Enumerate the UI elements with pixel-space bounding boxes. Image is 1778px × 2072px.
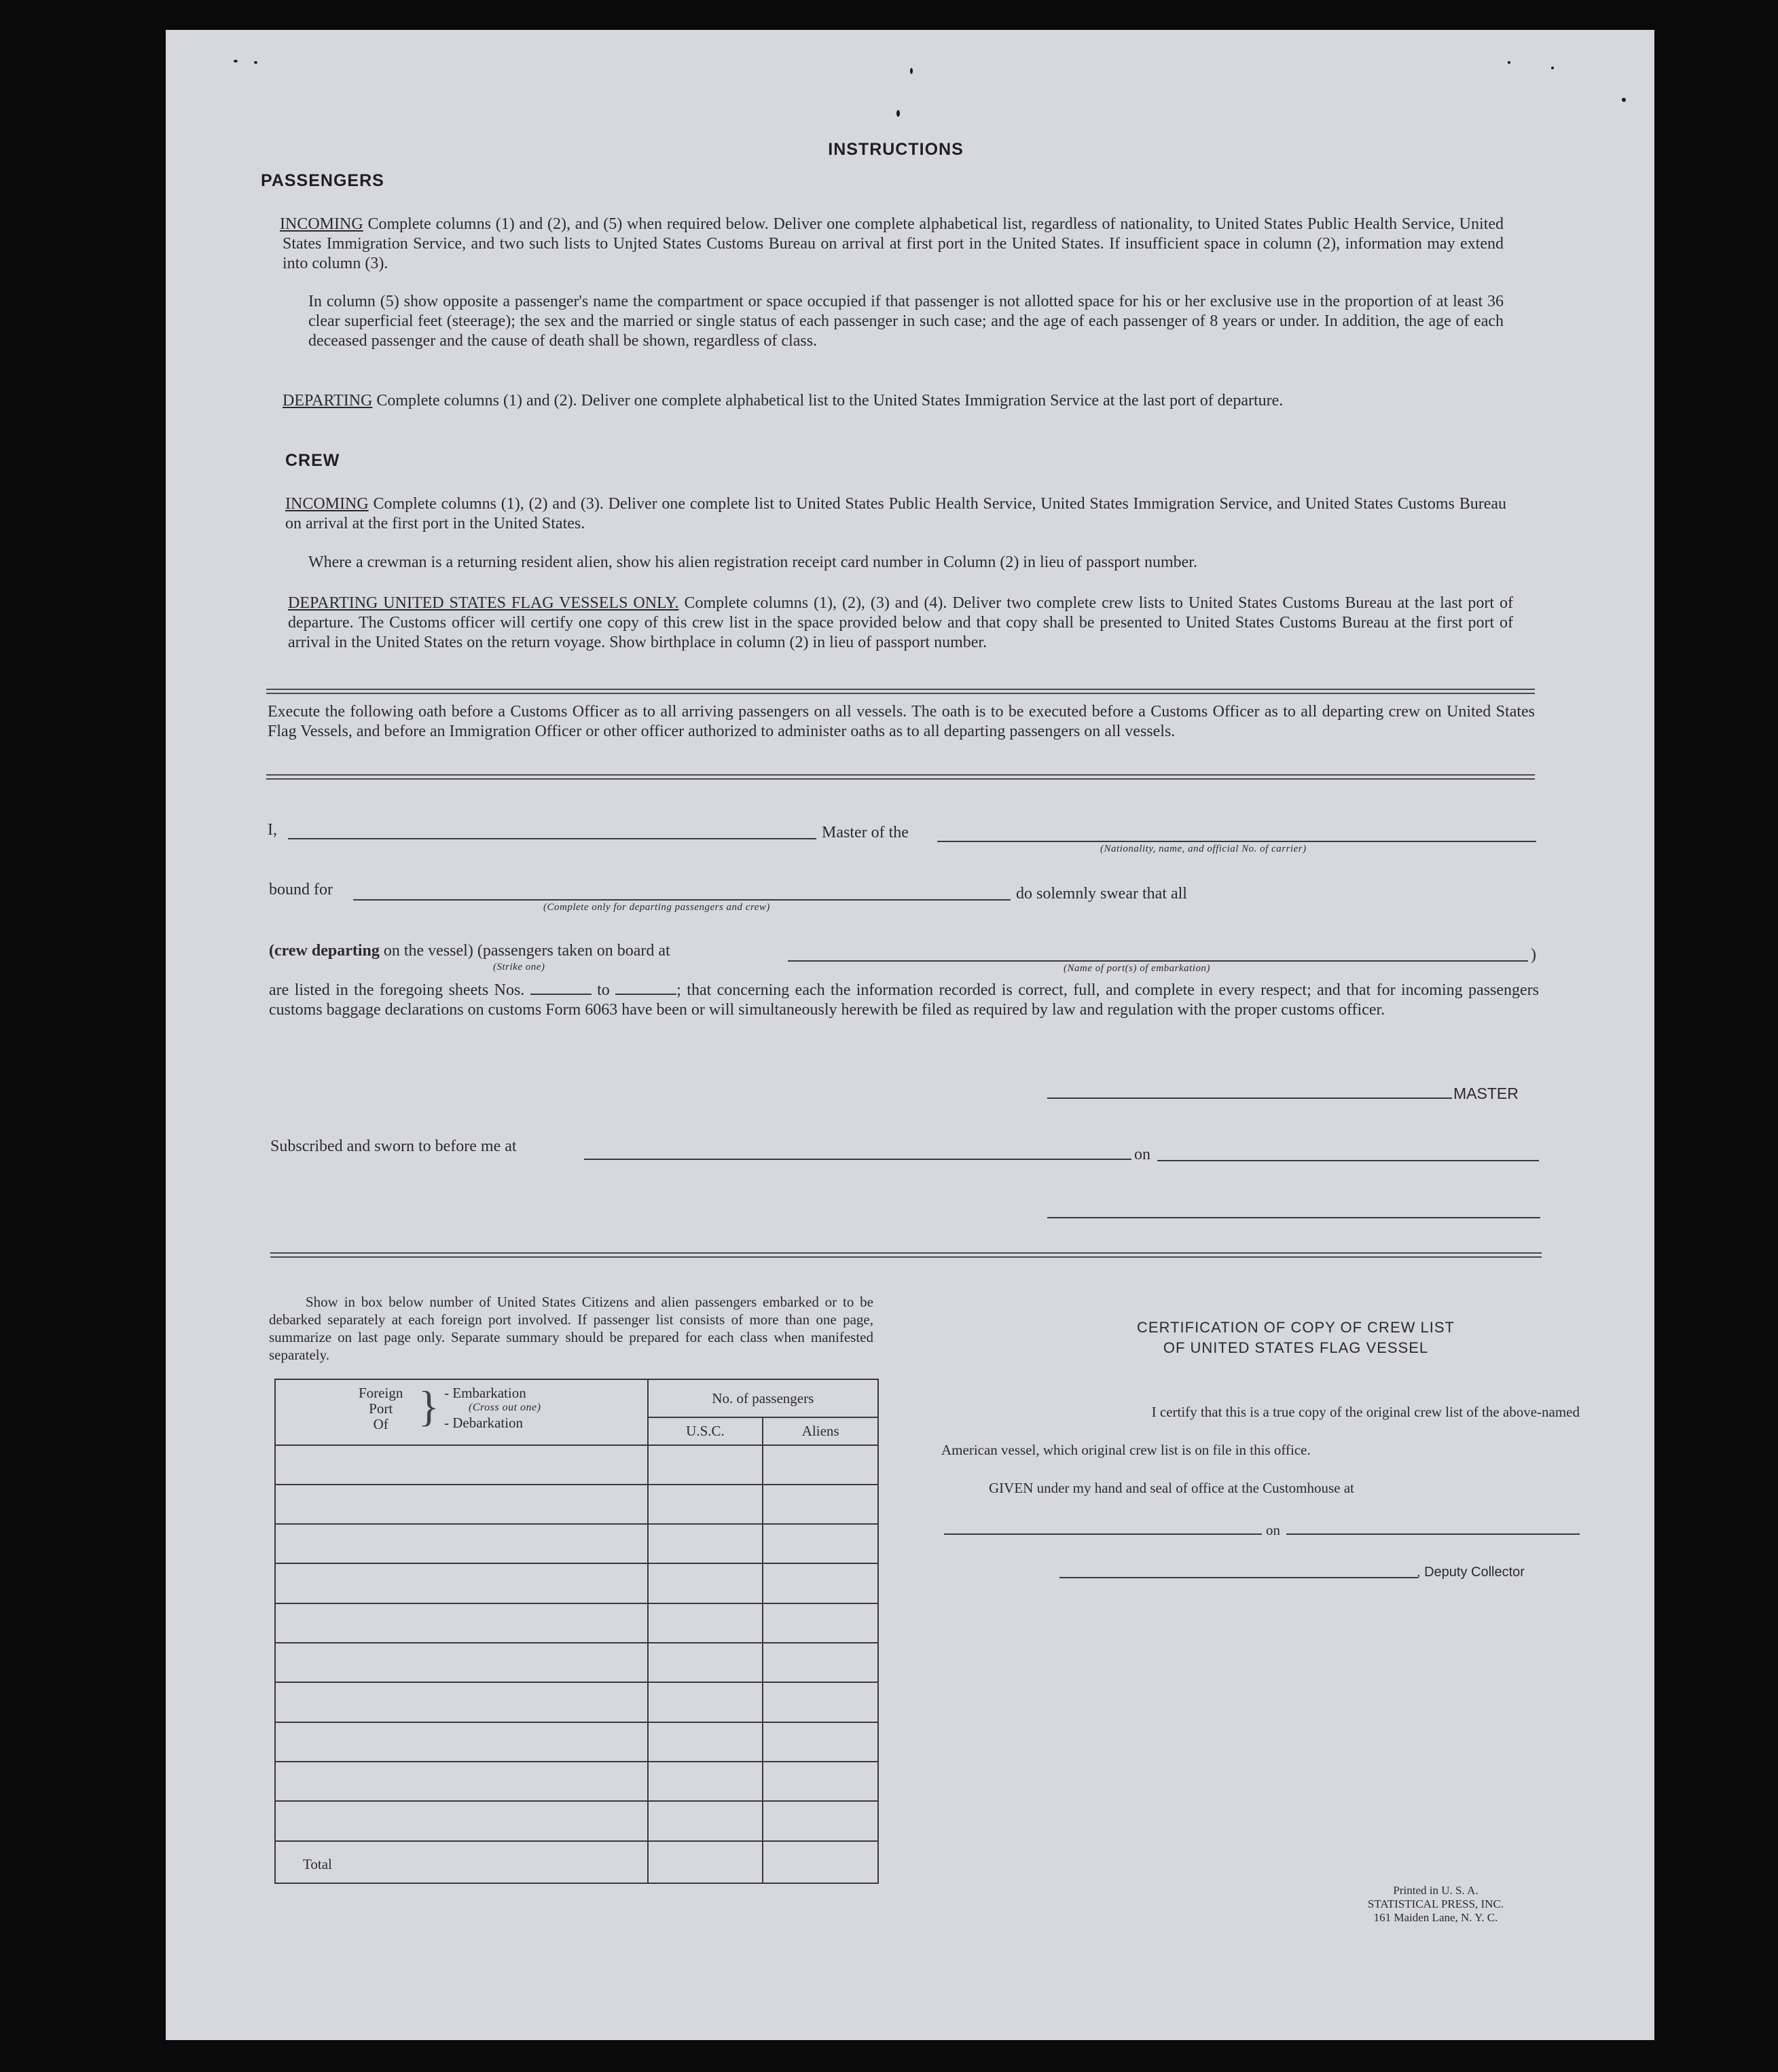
aliens-cell[interactable] — [763, 1524, 878, 1563]
aliens-cell[interactable] — [763, 1722, 878, 1762]
deputy-collector-label: , Deputy Collector — [1417, 1565, 1525, 1580]
certification-heading-line: CERTIFICATION OF COPY OF CREW LIST — [1137, 1319, 1455, 1336]
summary-instruction: Show in box below number of United States Citizens and alien passengers embarked or to be debarked separately at each foreign port involved. If passenger list consists of more than one page, summarize on last page only. Separate summary should be prepared for each class when manifested separately. — [269, 1294, 873, 1363]
passengers-incoming-paragraph — [280, 215, 1504, 274]
oath-i-label: I, — [268, 821, 277, 839]
crew-incoming-text: Complete columns (1), (2) and (3). Deliver one complete list to United States Public Health Service, United States Immigration Service, and United States Customs Bureau on arrival at the first port in the United States. — [285, 495, 1507, 532]
usc-cell[interactable] — [648, 1445, 763, 1485]
scan-speck — [234, 60, 238, 62]
crew-departing-label: DEPARTING UNITED STATES FLAG VESSELS ONLY. — [288, 594, 679, 612]
aliens-cell[interactable] — [763, 1682, 878, 1722]
aliens-cell[interactable] — [763, 1485, 878, 1524]
swear-text: do solemnly swear that all — [1016, 885, 1187, 903]
usc-cell[interactable] — [648, 1762, 763, 1801]
carrier-field[interactable] — [937, 841, 1536, 842]
passengers-heading: PASSENGERS — [261, 171, 384, 190]
embarkation-option[interactable]: - Embarkation — [444, 1385, 526, 1401]
bound-for-field[interactable] — [353, 899, 1011, 901]
debarkation-option[interactable]: - Debarkation — [444, 1415, 524, 1431]
certify-line-2: American vessel, which original crew list is on file in this office. — [941, 1442, 1311, 1458]
ports-caption: (Name of port(s) of embarkation) — [1064, 963, 1210, 974]
usc-header: U.S.C. — [648, 1417, 763, 1444]
port-label-line: Of — [373, 1416, 388, 1432]
divider — [270, 1252, 1542, 1258]
cross-out-note: (Cross out one) — [469, 1402, 541, 1413]
port-cell[interactable] — [275, 1682, 648, 1722]
printer-imprint — [1320, 1884, 1551, 1925]
strike-caption: (Strike one) — [493, 962, 545, 973]
departing-text: Complete columns (1) and (2). Deliver one complete alphabetical list to the United States Immigration Service at the last port of departure. — [376, 392, 1284, 410]
usc-cell[interactable] — [648, 1485, 763, 1524]
sheet-to-field[interactable] — [615, 994, 676, 995]
aliens-cell[interactable] — [763, 1563, 878, 1603]
aliens-header: Aliens — [763, 1417, 878, 1444]
usc-cell[interactable] — [648, 1801, 763, 1840]
port-cell[interactable] — [275, 1603, 648, 1643]
aliens-total-cell[interactable] — [763, 1841, 878, 1883]
passenger-summary-table — [274, 1379, 879, 1884]
scan-speck — [910, 68, 913, 74]
on-label: on — [1134, 1146, 1150, 1163]
deputy-signature-field[interactable] — [1059, 1577, 1418, 1578]
scan-speck — [1508, 61, 1510, 64]
crew-resident-paragraph: Where a crewman is a returning resident alien, show his alien registration receipt card number in Column (2) in lieu of passport number. — [308, 553, 1197, 571]
departing-label: DEPARTING — [283, 392, 373, 410]
usc-cell[interactable] — [648, 1603, 763, 1643]
bound-for-caption: (Complete only for departing passengers and crew) — [543, 902, 770, 913]
passengers-departing-paragraph — [283, 391, 1504, 411]
crew-heading: CREW — [285, 451, 340, 470]
aliens-cell[interactable] — [763, 1643, 878, 1682]
port-cell[interactable] — [275, 1722, 648, 1762]
bound-for-label: bound for — [269, 881, 333, 898]
scan-speck — [896, 110, 900, 117]
aliens-cell[interactable] — [763, 1445, 878, 1485]
embark-options — [444, 1385, 541, 1430]
incoming-text: Complete columns (1) and (2), and (5) when required below. Deliver one complete alphabetical list, regardless of nationality, to United States Public Health Service, United States Immigration Service, and two such lists to Unjted States Customs Bureau on arrival at first port in the United States. If insufficient space in column (2), information may extend into column (3). — [283, 215, 1504, 272]
oath-body — [269, 981, 1539, 1020]
printer-line: Printed in U. S. A. — [1393, 1884, 1478, 1897]
close-paren: ) — [1531, 946, 1536, 964]
certification-heading-line: OF UNITED STATES FLAG VESSEL — [1163, 1339, 1429, 1356]
port-cell[interactable] — [275, 1801, 648, 1840]
divider — [266, 689, 1535, 694]
crew-incoming-paragraph — [285, 494, 1506, 534]
usc-cell[interactable] — [648, 1524, 763, 1563]
master-name-field[interactable] — [288, 838, 816, 839]
aliens-cell[interactable] — [763, 1801, 878, 1840]
port-cell[interactable] — [275, 1485, 648, 1524]
crew-incoming-label: INCOMING — [285, 495, 369, 513]
printer-line: 161 Maiden Lane, N. Y. C. — [1373, 1911, 1498, 1924]
certification-heading — [1019, 1317, 1573, 1358]
port-label-line: Port — [369, 1400, 393, 1417]
incoming-label: INCOMING — [280, 215, 363, 233]
sworn-date-field[interactable] — [1157, 1160, 1539, 1161]
declaration-text: ; that concerning each the information recorded is correct, full, and complete in every respect; and that for incoming passengers customs baggage declarations on customs Form 6063 have been or will simultaneously herewith be filed as required by law and regulation with the proper customs officer. — [269, 981, 1540, 1019]
brace-icon: } — [418, 1382, 439, 1430]
divider — [266, 774, 1535, 780]
no-passengers-header: No. of passengers — [648, 1379, 878, 1417]
usc-cell[interactable] — [648, 1682, 763, 1722]
usc-cell[interactable] — [648, 1563, 763, 1603]
master-of-the-label: Master of the — [822, 824, 909, 841]
master-signature-field[interactable] — [1047, 1097, 1452, 1099]
carrier-caption: (Nationality, name, and official No. of carrier) — [1100, 843, 1307, 854]
port-label-line: Foreign — [359, 1385, 403, 1401]
aliens-cell[interactable] — [763, 1603, 878, 1643]
port-cell[interactable] — [275, 1563, 648, 1603]
cert-on-label: on — [1266, 1522, 1280, 1538]
crew-departing-text: (crew departing — [269, 942, 380, 960]
crew-departing-paragraph — [288, 594, 1513, 653]
port-cell[interactable] — [275, 1524, 648, 1563]
customhouse-field[interactable] — [944, 1533, 1262, 1535]
embarkation-ports-field[interactable] — [788, 960, 1528, 962]
certify-line-1: I certify that this is a true copy of the original crew list of the above-named — [1151, 1404, 1580, 1420]
given-text: GIVEN under my hand and seal of office at the Customhouse at — [989, 1480, 1354, 1496]
usc-cell[interactable] — [648, 1722, 763, 1762]
officer-signature-field[interactable] — [1047, 1217, 1540, 1218]
scan-speck — [254, 61, 257, 64]
sheet-from-field[interactable] — [530, 994, 592, 995]
page-title: INSTRUCTIONS — [828, 140, 964, 159]
on-the-vessel-text: on the vessel) (passengers taken on board at — [383, 942, 670, 960]
port-cell[interactable] — [275, 1445, 648, 1485]
foreign-port-of — [359, 1385, 403, 1432]
port-header-cell — [275, 1379, 648, 1445]
master-label: MASTER — [1453, 1085, 1519, 1102]
sworn-location-field[interactable] — [584, 1159, 1131, 1160]
port-cell[interactable] — [275, 1643, 648, 1682]
oath-instruction: Execute the following oath before a Customs Officer as to all arriving passengers on all vessels. The oath is to be executed before a Customs Officer as to all departing crew on United States Flag Vessels, and before an Immigration Officer or other officer authorized to administer oaths as to all departing passengers on all vessels. — [268, 703, 1535, 740]
crew-departing-text: Complete columns (1), (2), (3) and (4). Deliver two complete crew lists to United States Customs Bureau at the last port of departure. The Customs officer will certify one copy of this crew list in the space provided below and that copy shall be presented to United States Customs Bureau at the first port of arrival in the United States on the return voyage. Show birthplace in column (2) in lieu of passport number. — [288, 594, 1513, 651]
usc-total-cell[interactable] — [648, 1841, 763, 1883]
column5-paragraph: In column (5) show opposite a passenger's name the compartment or space occupied if that passenger is not allotted space for his or her exclusive use in the proportion of at least 36 clear superficial feet (steerage); the sex and the married or single status of each passenger in such case; and the age of each passenger of 8 years or under. In addition, the age of each deceased passenger and the cause of death shall be shown, regardless of class. — [308, 293, 1504, 350]
crew-passengers-line — [269, 941, 670, 961]
total-label: Total — [275, 1841, 648, 1883]
scan-speck — [1622, 98, 1626, 102]
scan-speck — [1551, 67, 1554, 69]
aliens-cell[interactable] — [763, 1762, 878, 1801]
form-page — [166, 30, 1654, 2040]
port-cell[interactable] — [275, 1762, 648, 1801]
subscribed-label: Subscribed and sworn to before me at — [270, 1138, 517, 1155]
to-label: to — [597, 981, 610, 999]
printer-line: STATISTICAL PRESS, INC. — [1367, 1897, 1504, 1910]
usc-cell[interactable] — [648, 1643, 763, 1682]
listed-text: are listed in the foregoing sheets Nos. — [269, 981, 525, 999]
cert-date-field[interactable] — [1286, 1533, 1580, 1535]
